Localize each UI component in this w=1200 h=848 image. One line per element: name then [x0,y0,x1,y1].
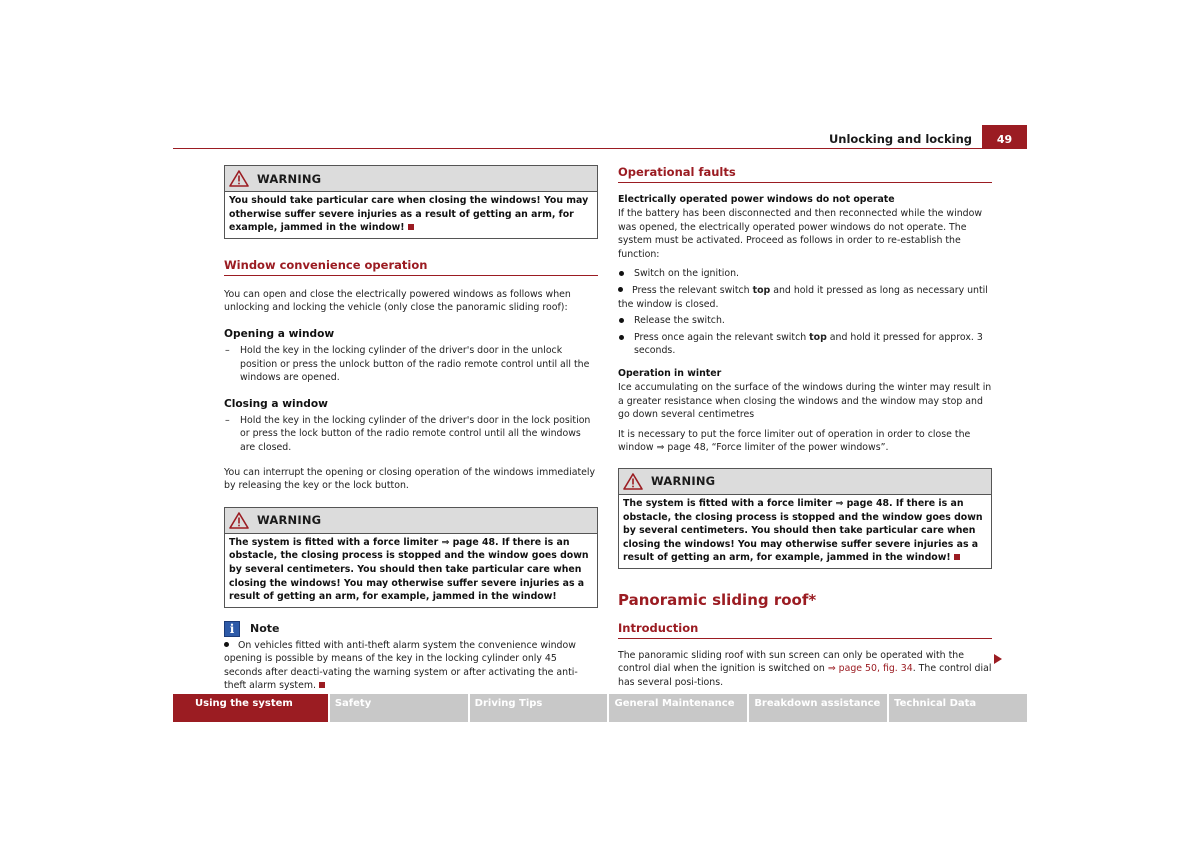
step-text: and hold it pressed as long as necessary until the window is closed. [618,284,988,310]
right-column [618,165,992,690]
warning-title: WARNING [257,513,322,528]
window-convenience-intro: You can open and close the electrically powered windows as follows when unlocking and locking the vehicle (only close the panoramic sliding roof): [224,288,571,314]
power-windows-text: If the battery has been disconnected and then reconnected while the window was opened, the electrically operated power windows do not operate. The system must be activated. Proceed as follows in order to re-establish the function: [618,208,982,260]
warning-text [619,495,991,568]
section-heading-window-convenience: Window convenience operation [224,258,598,276]
step-text: Switch on the ignition. [634,268,740,280]
subheading-power-windows-not-operate: Electrically operated power windows do not operate [618,194,895,205]
closing-window-step-text: Hold the key in the locking cylinder of the driver's door in the lock position or press the lock button of the radio remote control until all the windows are closed. [240,414,591,453]
subheading-closing-window: Closing a window [224,397,328,410]
tab-breakdown-assistance[interactable]: Breakdown assistance [749,694,887,722]
warning-box-2 [224,507,598,608]
info-icon: i [224,621,240,637]
tab-using-the-system[interactable]: Using the system [173,694,328,722]
section-heading-operational-faults: Operational faults [618,165,992,183]
step-press-switch-top [618,284,992,311]
interrupt-text: You can interrupt the opening or closing operation of the windows immediately by releasing the key or the lock button. [224,466,596,492]
warning-triangle-icon [229,512,249,529]
tab-safety[interactable]: Safety [330,694,468,722]
bullet-dot [224,642,229,647]
dash-marker: – [225,414,230,426]
intro-text-part: . The control dial has several posi-tions. [618,663,992,689]
closing-window-step [224,414,598,455]
warning-header [225,508,597,534]
page-number: 49 [982,125,1027,149]
bullet-dot [619,335,624,340]
section-heading-introduction: Introduction [618,621,992,639]
step-press-again [618,331,992,358]
end-of-section-mark [319,682,325,688]
intro-text-part: The panoramic sliding roof with sun screen can only be operated with the control dial when the ignition is switched on [618,649,964,675]
note-header [224,621,598,637]
page-reference-link[interactable]: ⇒ page 50, fig. 34 [827,663,913,675]
step-text: and hold it pressed for approx. 3 seconds. [634,331,983,357]
step-switch-ignition [618,267,992,281]
warning-triangle-icon [623,473,643,490]
panoramic-intro-text [618,649,992,690]
warning-box-3 [618,468,992,569]
opening-window-step-text: Hold the key in the locking cylinder of the driver's door in the unlock position or press the unlock button of the radio remote control until all the windows are opened. [240,344,590,384]
end-of-section-mark [408,224,414,230]
bullet-dot [618,287,623,292]
section-heading-panoramic-roof: Panoramic sliding roof* [618,590,817,609]
step-text: Release the switch. [634,315,725,327]
warning-title: WARNING [257,171,322,186]
footer-nav [173,694,1027,722]
tab-technical-data[interactable]: Technical Data [889,694,1027,722]
step-release-switch [618,314,992,328]
bullet-dot [619,318,624,323]
switch-top-label: top [809,331,827,343]
switch-top-label: top [752,284,771,296]
winter-text: Ice accumulating on the surface of the windows during the winter may result in a greater resistance when closing the windows and the window may stop and go down several centimetres [618,381,992,421]
subheading-operation-in-winter: Operation in winter [618,367,722,379]
continue-arrow-icon [994,654,1002,664]
warning-text-content: The system is fitted with a force limiter ⇒ page 48. If there is an obstacle, the closing process is stopped and the window goes down by several centimeters. You should then take particular care when closing the windows! You may otherwise suffer severe injuries as a result of getting an arm, for example, jammed in the window! [623,497,983,564]
warning-text-content: You should take particular care when closing the windows! You may otherwise suffer severe injuries as a result of getting an arm, for example, jammed in the window! [229,195,589,234]
tab-driving-tips[interactable]: Driving Tips [470,694,608,722]
warning-text: The system is fitted with a force limiter ⇒ page 48. If there is an obstacle, the closing process is stopped and the window goes down by several centimeters. You should then take particular care when closing the windows! You may otherwise suffer severe injuries as a result of getting an arm, for example, jammed in the window! [229,536,589,603]
subheading-opening-window: Opening a window [224,327,335,340]
step-text: Press once again the relevant switch [634,331,810,343]
bullet-dot [619,271,624,276]
tab-general-maintenance[interactable]: General Maintenance [609,694,747,722]
note-title: Note [250,622,280,636]
warning-triangle-icon [229,170,249,187]
note-text [224,639,598,693]
warning-header [225,166,597,192]
warning-text [225,192,597,238]
warning-header [619,469,991,495]
dash-marker: – [225,344,230,356]
left-column [224,165,598,693]
warning-title: WARNING [651,474,716,489]
opening-window-step [224,344,598,385]
force-limiter-text: It is necessary to put the force limiter out of operation in order to close the window ⇒ page 48, “Force limiter of the power windows”. [618,428,971,454]
warning-box-1 [224,165,598,239]
header-rule [173,148,1027,149]
end-of-section-mark [954,554,960,560]
running-header-title: Unlocking and locking [828,132,972,146]
note-text-content: On vehicles fitted with anti-theft alarm system the convenience window opening is possible by means of the key in the locking cylinder only 45 seconds after deacti-vating the warning system or after activating the anti-theft alarm system. [224,639,578,692]
step-text: Press the relevant switch [632,284,753,296]
